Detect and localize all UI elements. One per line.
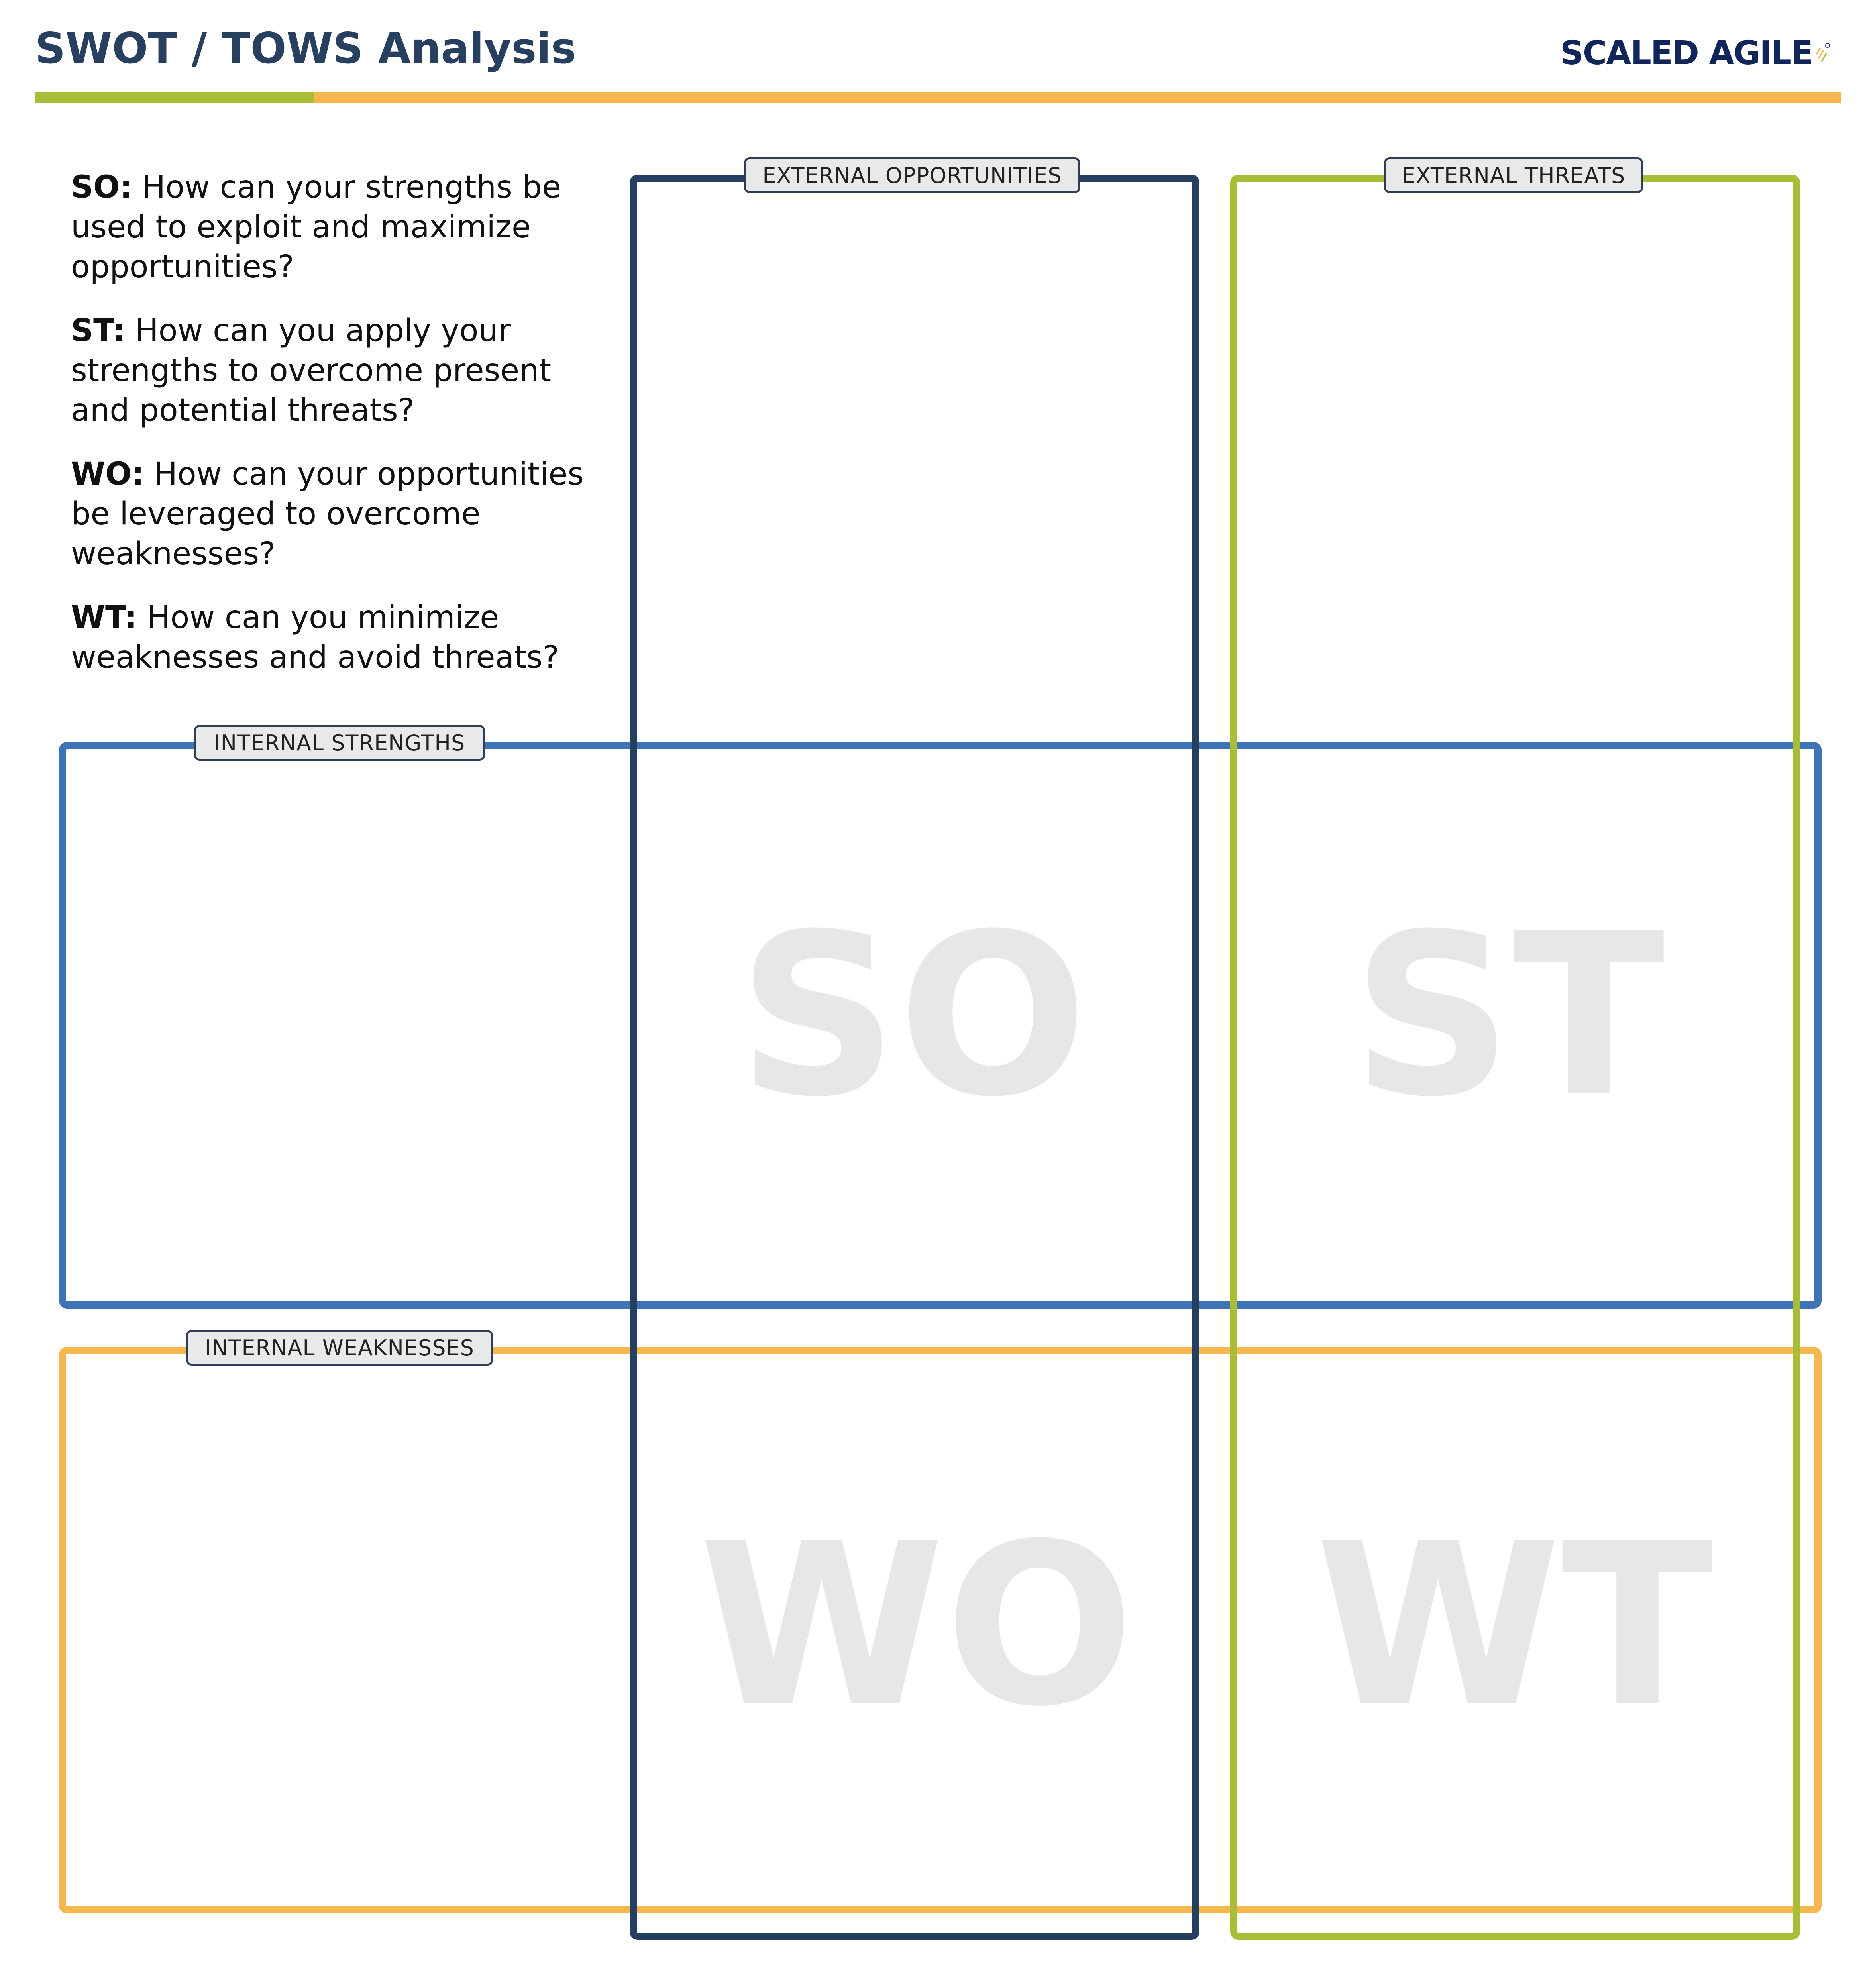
scaled-agile-logo bbox=[1560, 34, 1830, 72]
question-key: ST: bbox=[71, 313, 126, 349]
question-key: SO: bbox=[71, 169, 132, 205]
quadrant-st-label: ST bbox=[1352, 886, 1665, 1146]
question-text: How can you minimize weaknesses and avoid threats? bbox=[71, 600, 559, 675]
quadrant-wt-label: WT bbox=[1315, 1496, 1714, 1756]
question-wt bbox=[71, 598, 609, 677]
page-title: SWOT / TOWS Analysis bbox=[35, 24, 576, 73]
external-threats-tag: EXTERNAL THREATS bbox=[1384, 157, 1643, 193]
question-so bbox=[71, 167, 609, 287]
question-key: WO: bbox=[71, 456, 144, 492]
external-threats-frame[interactable] bbox=[1230, 175, 1800, 1940]
header-rule-green bbox=[35, 92, 314, 103]
external-opportunities-tag: EXTERNAL OPPORTUNITIES bbox=[744, 157, 1080, 193]
quadrant-wo-label: WO bbox=[699, 1496, 1135, 1756]
external-opportunities-frame[interactable] bbox=[630, 175, 1199, 1940]
question-wo bbox=[71, 454, 609, 574]
question-text: How can your opportunities be leveraged to overcome weaknesses? bbox=[71, 456, 584, 572]
tows-questions bbox=[71, 167, 609, 701]
logo-text: SCALED AGILE bbox=[1560, 34, 1812, 72]
internal-strengths-tag: INTERNAL STRENGTHS bbox=[194, 725, 485, 761]
quadrant-so-label: SO bbox=[737, 886, 1088, 1146]
question-key: WT: bbox=[71, 600, 137, 636]
question-text: How can your strengths be used to exploit and maximize opportunities? bbox=[71, 169, 561, 285]
logo-stripes-icon bbox=[1814, 42, 1830, 65]
question-text: How can you apply your strengths to overcome present and potential threats? bbox=[71, 313, 552, 428]
header-rule-orange bbox=[314, 92, 1841, 103]
question-st bbox=[71, 311, 609, 430]
internal-weaknesses-tag: INTERNAL WEAKNESSES bbox=[186, 1330, 493, 1366]
